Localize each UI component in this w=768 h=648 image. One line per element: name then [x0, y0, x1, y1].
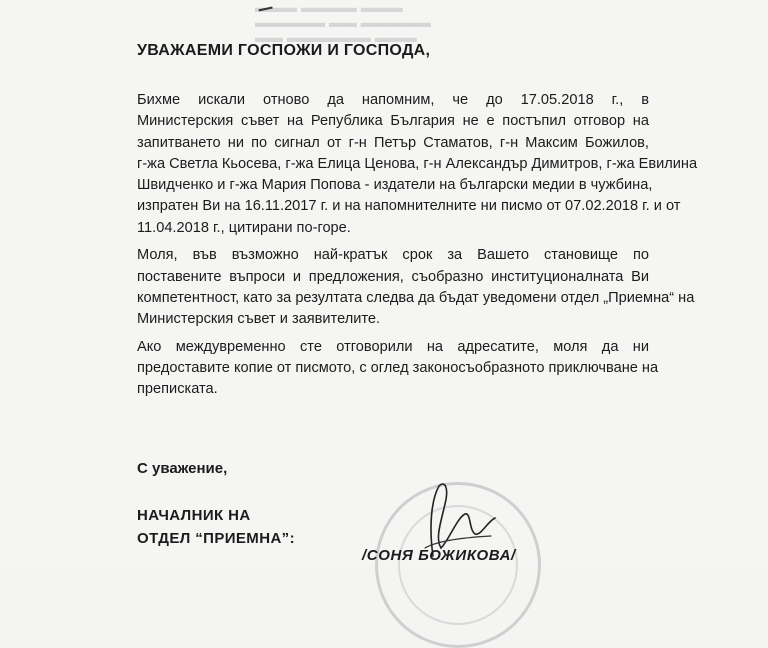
- text-line: Ако междувременно сте отговорили на адресатите, моля да ни: [137, 338, 649, 355]
- salutation: УВАЖАЕМИ ГОСПОЖИ И ГОСПОДА,: [137, 42, 431, 59]
- paragraph-2: [137, 245, 695, 330]
- text-line: поставените въпроси и предложения, съобразно институционалната Ви: [137, 268, 649, 285]
- text-line: преписката.: [137, 381, 218, 398]
- text-line: Министерския съвет и заявителите.: [137, 311, 381, 328]
- letter-body: [137, 90, 698, 407]
- text-line: изпратен Ви на 16.11.2017 г. и на напомнителните ни писмо от 07.02.2018 г. и от: [137, 198, 681, 215]
- text-line: Моля, във възможно най-кратък срок за Вашето становище по: [137, 247, 649, 264]
- text-line: Швидченко и г-жа Мария Попова - издатели на български медии в чужбина,: [137, 177, 653, 194]
- text-line: Министерския съвет на Република България не е постъпил отговор на: [137, 113, 649, 130]
- text-line: компетентност, като за резултата следва да бъдат уведомени отдел „Приемна“ на: [137, 289, 695, 306]
- paragraph-3: [137, 337, 659, 401]
- bleed-through-text: ▬▬▬ ▬▬▬▬ ▬▬▬ ▬▬▬▬▬ ▬▬ ▬▬▬▬▬ ▬▬ ▬▬▬▬▬▬ ▬▬▬: [255, 0, 431, 45]
- text-line: 11.04.2018 г., цитирани по-горе.: [137, 219, 351, 236]
- text-line: предоставите копие от писмото, с оглед законосъобразното приключване на: [137, 359, 659, 376]
- text-line: Бихме искали отново да напомним, че до 17.05.2018 г., в: [137, 92, 649, 108]
- signatory-name: /СОНЯ БОЖИКОВА/: [362, 547, 516, 564]
- signatory-title-line1: НАЧАЛНИК НА: [137, 507, 251, 524]
- text-line: г-жа Светла Кьосева, г-жа Елица Ценова, г-н Александър Димитров, г-жа Евилина: [137, 155, 698, 172]
- signatory-title-line2: ОТДЕЛ “ПРИЕМНА”:: [137, 530, 295, 547]
- text-line: запитването ни по сигнал от г-н Петър Стаматов, г-н Максим Божилов,: [137, 134, 649, 151]
- closing: С уважение,: [137, 460, 228, 477]
- paragraph-1: [137, 90, 698, 239]
